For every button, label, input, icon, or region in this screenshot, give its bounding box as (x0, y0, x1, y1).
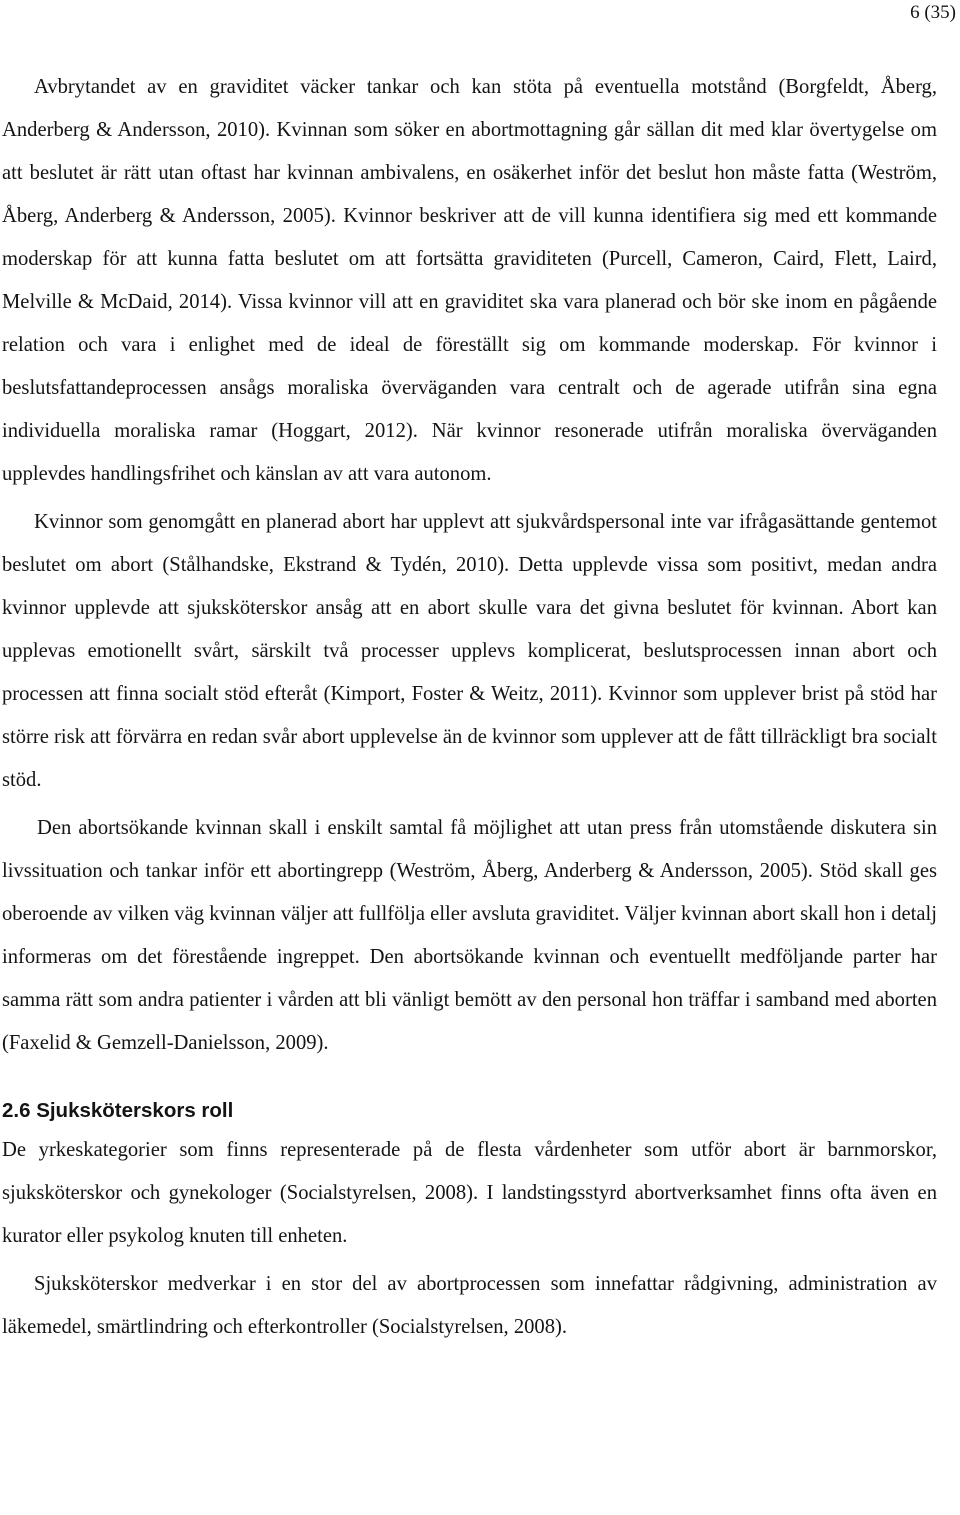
section-paragraph: Sjuksköterskor medverkar i en stor del av abortprocessen som innefattar rådgivning, administration av läkemedel, smärtlindring och efterkontroller (Socialstyrelsen, 2008). (2, 1273, 937, 1338)
body-paragraph: Avbrytandet av en graviditet väcker tankar och kan stöta på eventuella motstånd (Borgfeldt, Åberg, Anderberg & Andersson, 2010). Kvinnan som söker en abortmottagning går sällan dit med klar övertygelse om att beslutet är rätt utan oftast har kvinnan ambivalens, en osäkerhet inför det beslut hon måste fatta (Weström, Åberg, Anderberg & Andersson, 2005). Kvinnor beskriver att de vill kunna identifiera sig med ett kommande moderskap för att kunna fatta beslutet om att fortsätta graviditeten (Purcell, Cameron, Caird, Flett, Laird, Melville & McDaid, 2014). Vissa kvinnor vill att en graviditet ska vara planerad och bör ske inom en pågående relation och vara i enlighet med de ideal de föreställt sig om kommande moderskap. För kvinnor i beslutsfattandeprocessen ansågs moraliska överväganden vara centralt och de agerade utifrån sina egna individuella moraliska ramar (Hoggart, 2012). När kvinnor resonerade utifrån moraliska överväganden upplevdes handlingsfrihet och känslan av att vara autonom. (2, 76, 937, 485)
section-paragraph: De yrkeskategorier som finns representerade på de flesta vårdenheter som utför abort är barnmorskor, sjuksköterskor och gynekologer (Socialstyrelsen, 2008). I landstingsstyrd abortverksamhet finns ofta även en kurator eller psykolog knuten till enheten. (2, 1139, 937, 1247)
body-paragraph: Den abortsökande kvinnan skall i enskilt samtal få möjlighet att utan press från utomstående diskutera sin livssituation och tankar inför ett abortingrepp (Weström, Åberg, Anderberg & Andersson, 2005). Stöd skall ges oberoende av vilken väg kvinnan väljer att fullfölja eller avsluta graviditet. Väljer kvinnan abort skall hon i detalj informeras om det förestående ingreppet. Den abortsökande kvinnan och eventuellt medföljande parter har samma rätt som andra patienter i vården att bli vänligt bemött av den personal hon träffar i samband med aborten (Faxelid & Gemzell-Danielsson, 2009). (2, 817, 937, 1054)
document-body (2, 66, 937, 1349)
section-heading: 2.6 Sjuksköterskors roll (2, 1099, 234, 1122)
body-paragraph: Kvinnor som genomgått en planerad abort har upplevt att sjukvårdspersonal inte var ifrågasättande gentemot beslutet om abort (Stålhandske, Ekstrand & Tydén, 2010). Detta upplevde vissa som positivt, medan andra kvinnor upplevde att sjuksköterskor ansåg att en abort skulle vara det givna beslutet för kvinnan. Abort kan upplevas emotionellt svårt, särskilt två processer upplevs komplicerat, beslutsprocessen innan abort och processen att finna socialt stöd efteråt (Kimport, Foster & Weitz, 2011). Kvinnor som upplever brist på stöd har större risk att förvärra en redan svår abort upplevelse än de kvinnor som upplever att de fått tillräckligt bra socialt stöd. (2, 511, 937, 791)
page-number: 6 (35) (910, 2, 956, 23)
